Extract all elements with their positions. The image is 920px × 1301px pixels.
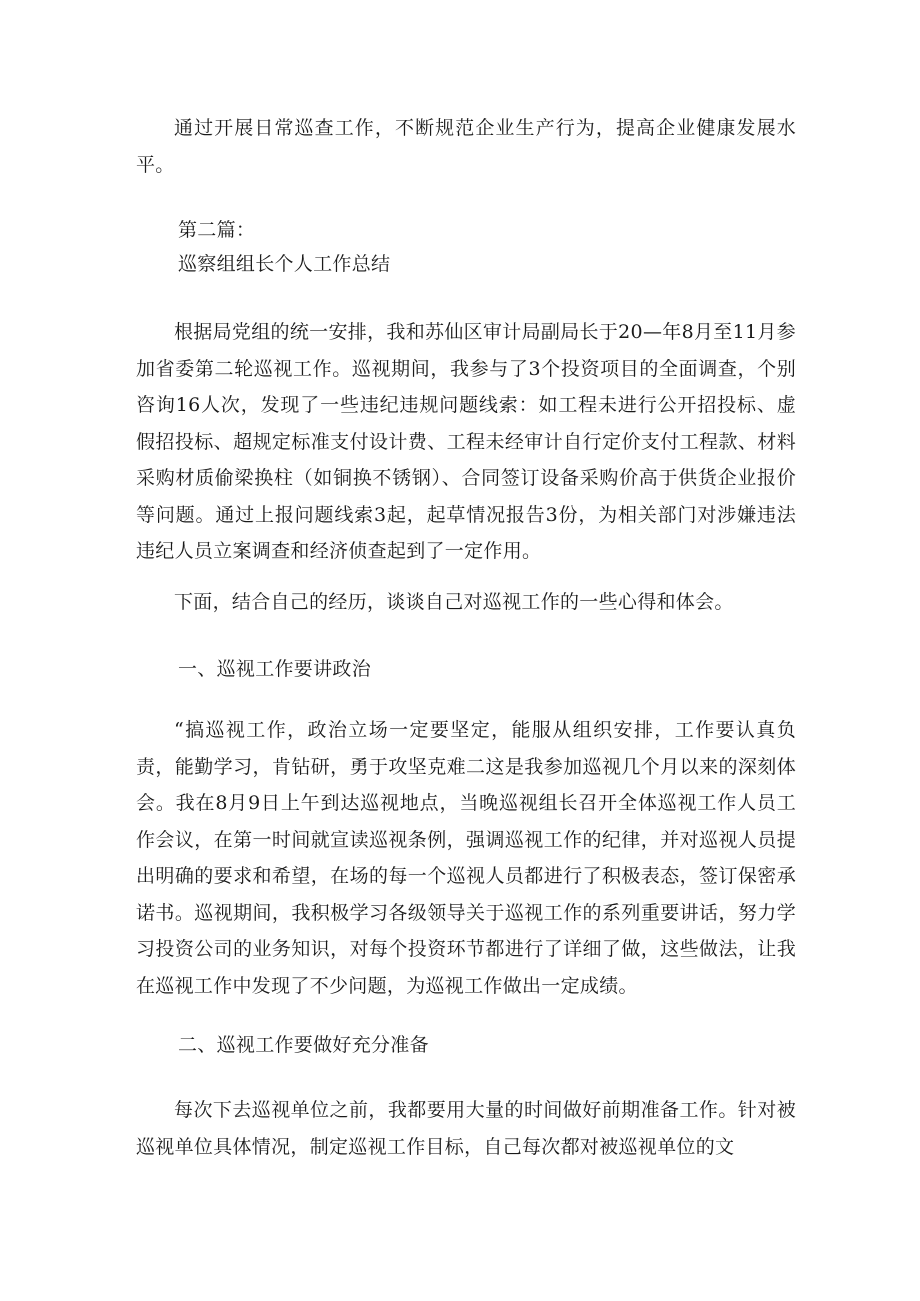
- section-1-paragraph: “搞巡视工作，政治立场一定要坚定，能服从组织安排，工作要认真负责，能勤学习，肯钻研，勇于攻坚克难二这是我参加巡视几个月以来的深刻体会。我在8月9日上午到达巡视地点，当晚巡视组长召开全体巡视工作人员工作会议，在第一时间就宣读巡视条例，强调巡视工作的纪律，并对巡视人员提出明确的要求和希望，在场的每一个巡视人员都进行了积极表态，签订保密承诺书。巡视期间，我积极学习各级领导关于巡视工作的系列重要讲话，努力学习投资公司的业务知识，对每个投资环节都进行了详细了做，这些做法，让我在巡视工作中发现了不少问题，为巡视工作做出一定成绩。: [136, 719, 796, 997]
- section-2-heading: 二、巡视工作要做好充分准备: [178, 1034, 429, 1056]
- chapter-title: 巡察组组长个人工作总结: [178, 253, 391, 275]
- intro-paragraph: 通过开展日常巡查工作，不断规范企业生产行为，提高企业健康发展水平。: [136, 117, 796, 176]
- body-paragraph-1: 根据局党组的统一安排，我和苏仙区审计局副局长于20—年8月至11月参加省委第二轮巡视工作。巡视期间，我参与了3个投资项目的全面调查，个别咨询16人次，发现了一些违纪违规问题线索：如工程未进行公开招投标、虚假招投标、超规定标准支付设计费、工程未经审计自行定价支付工程款、材料采购材质偷梁换柱（如铜换不锈钢）、合同签订设备采购价高于供货企业报价等问题。通过上报问题线索3起，起草情况报告3份，为相关部门对涉嫌违法违纪人员立案调查和经济侦查起到了一定作用。: [136, 321, 796, 562]
- body-paragraph-2: 下面，结合自己的经历，谈谈自己对巡视工作的一些心得和体会。: [174, 591, 734, 613]
- chapter-label: 第二篇：: [178, 219, 256, 241]
- section-1-heading: 一、巡视工作要讲政治: [178, 658, 372, 680]
- section-2-paragraph: 每次下去巡视单位之前，我都要用大量的时间做好前期准备工作。针对被巡视单位具体情况，制定巡视工作目标，自己每次都对被巡视单位的文: [136, 1099, 796, 1158]
